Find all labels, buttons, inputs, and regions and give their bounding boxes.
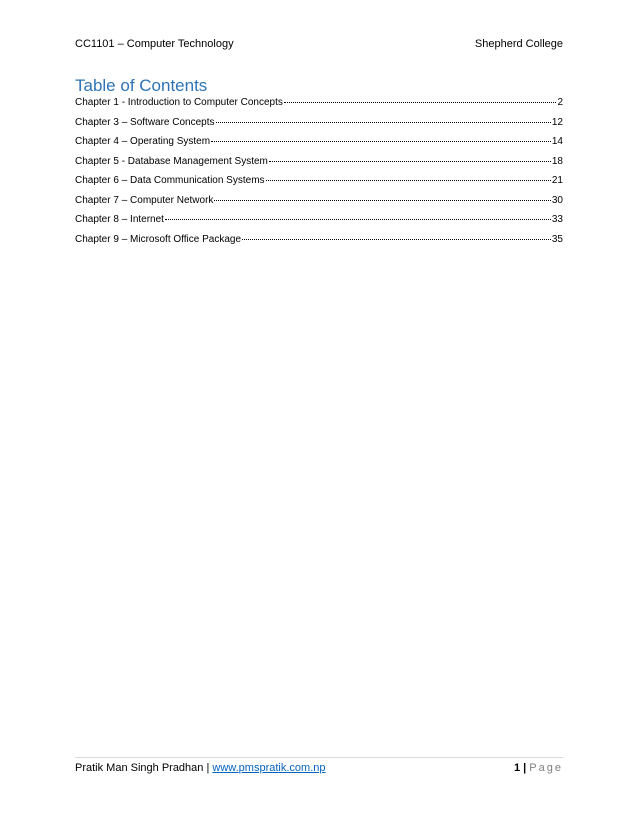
toc-leader (216, 122, 551, 123)
toc-entry-chapter-5[interactable] (75, 156, 563, 176)
toc-entry-chapter-9[interactable] (75, 234, 563, 254)
header-course: CC1101 – Computer Technology (75, 38, 234, 50)
toc-entry-title: Chapter 9 – Microsoft Office Package (75, 233, 242, 245)
toc-entry-title: Chapter 4 – Operating System (75, 136, 211, 147)
toc-entry-chapter-7[interactable] (75, 195, 563, 215)
page-header (75, 38, 563, 50)
toc-leader (211, 141, 551, 142)
toc-title: Table of Contents (75, 76, 208, 95)
footer-website-link[interactable]: www.pmspratik.com.np (212, 762, 326, 774)
toc-entry-title: Chapter 7 – Computer Network (75, 194, 214, 206)
toc-leader (214, 200, 550, 201)
toc-entry-title: Chapter 5 - Database Management System (75, 155, 268, 167)
toc-entry-page: 18 (551, 155, 563, 167)
toc-entry-page: 2 (557, 97, 563, 108)
toc-entry-title: Chapter 8 – Internet (75, 214, 164, 225)
footer-page-word: Page (529, 762, 563, 774)
toc-entry-title: Chapter 6 – Data Communication Systems (75, 175, 265, 186)
footer-divider (75, 757, 563, 758)
footer-separator: | (206, 762, 210, 774)
toc-leader (165, 219, 551, 220)
toc-leader (269, 161, 551, 162)
toc-leader (284, 102, 557, 103)
toc-leader (266, 180, 551, 181)
toc-list (75, 97, 563, 253)
toc-entry-page: 33 (551, 214, 563, 225)
toc-entry-title: Chapter 1 - Introduction to Computer Concepts (75, 97, 283, 108)
footer-page-number: 1 (513, 762, 521, 774)
toc-entry-chapter-6[interactable] (75, 175, 563, 195)
toc-entry-page: 35 (551, 233, 563, 245)
header-college: Shepherd College (474, 38, 563, 50)
toc-entry-page: 30 (551, 194, 563, 206)
page-footer (75, 762, 563, 774)
toc-entry-chapter-4[interactable] (75, 136, 563, 156)
toc-entry-page: 21 (551, 175, 563, 186)
footer-left (75, 762, 326, 774)
footer-author: Pratik Man Singh Pradhan (75, 762, 204, 774)
toc-entry-page: 14 (551, 136, 563, 147)
toc-leader (242, 239, 551, 240)
toc-entry-chapter-3[interactable] (75, 117, 563, 137)
toc-entry-chapter-1[interactable] (75, 97, 563, 117)
toc-entry-chapter-8[interactable] (75, 214, 563, 234)
toc-entry-title: Chapter 3 – Software Concepts (75, 116, 215, 128)
footer-page-separator: | (523, 762, 527, 774)
footer-page-indicator (514, 762, 563, 774)
toc-entry-page: 12 (551, 116, 563, 128)
